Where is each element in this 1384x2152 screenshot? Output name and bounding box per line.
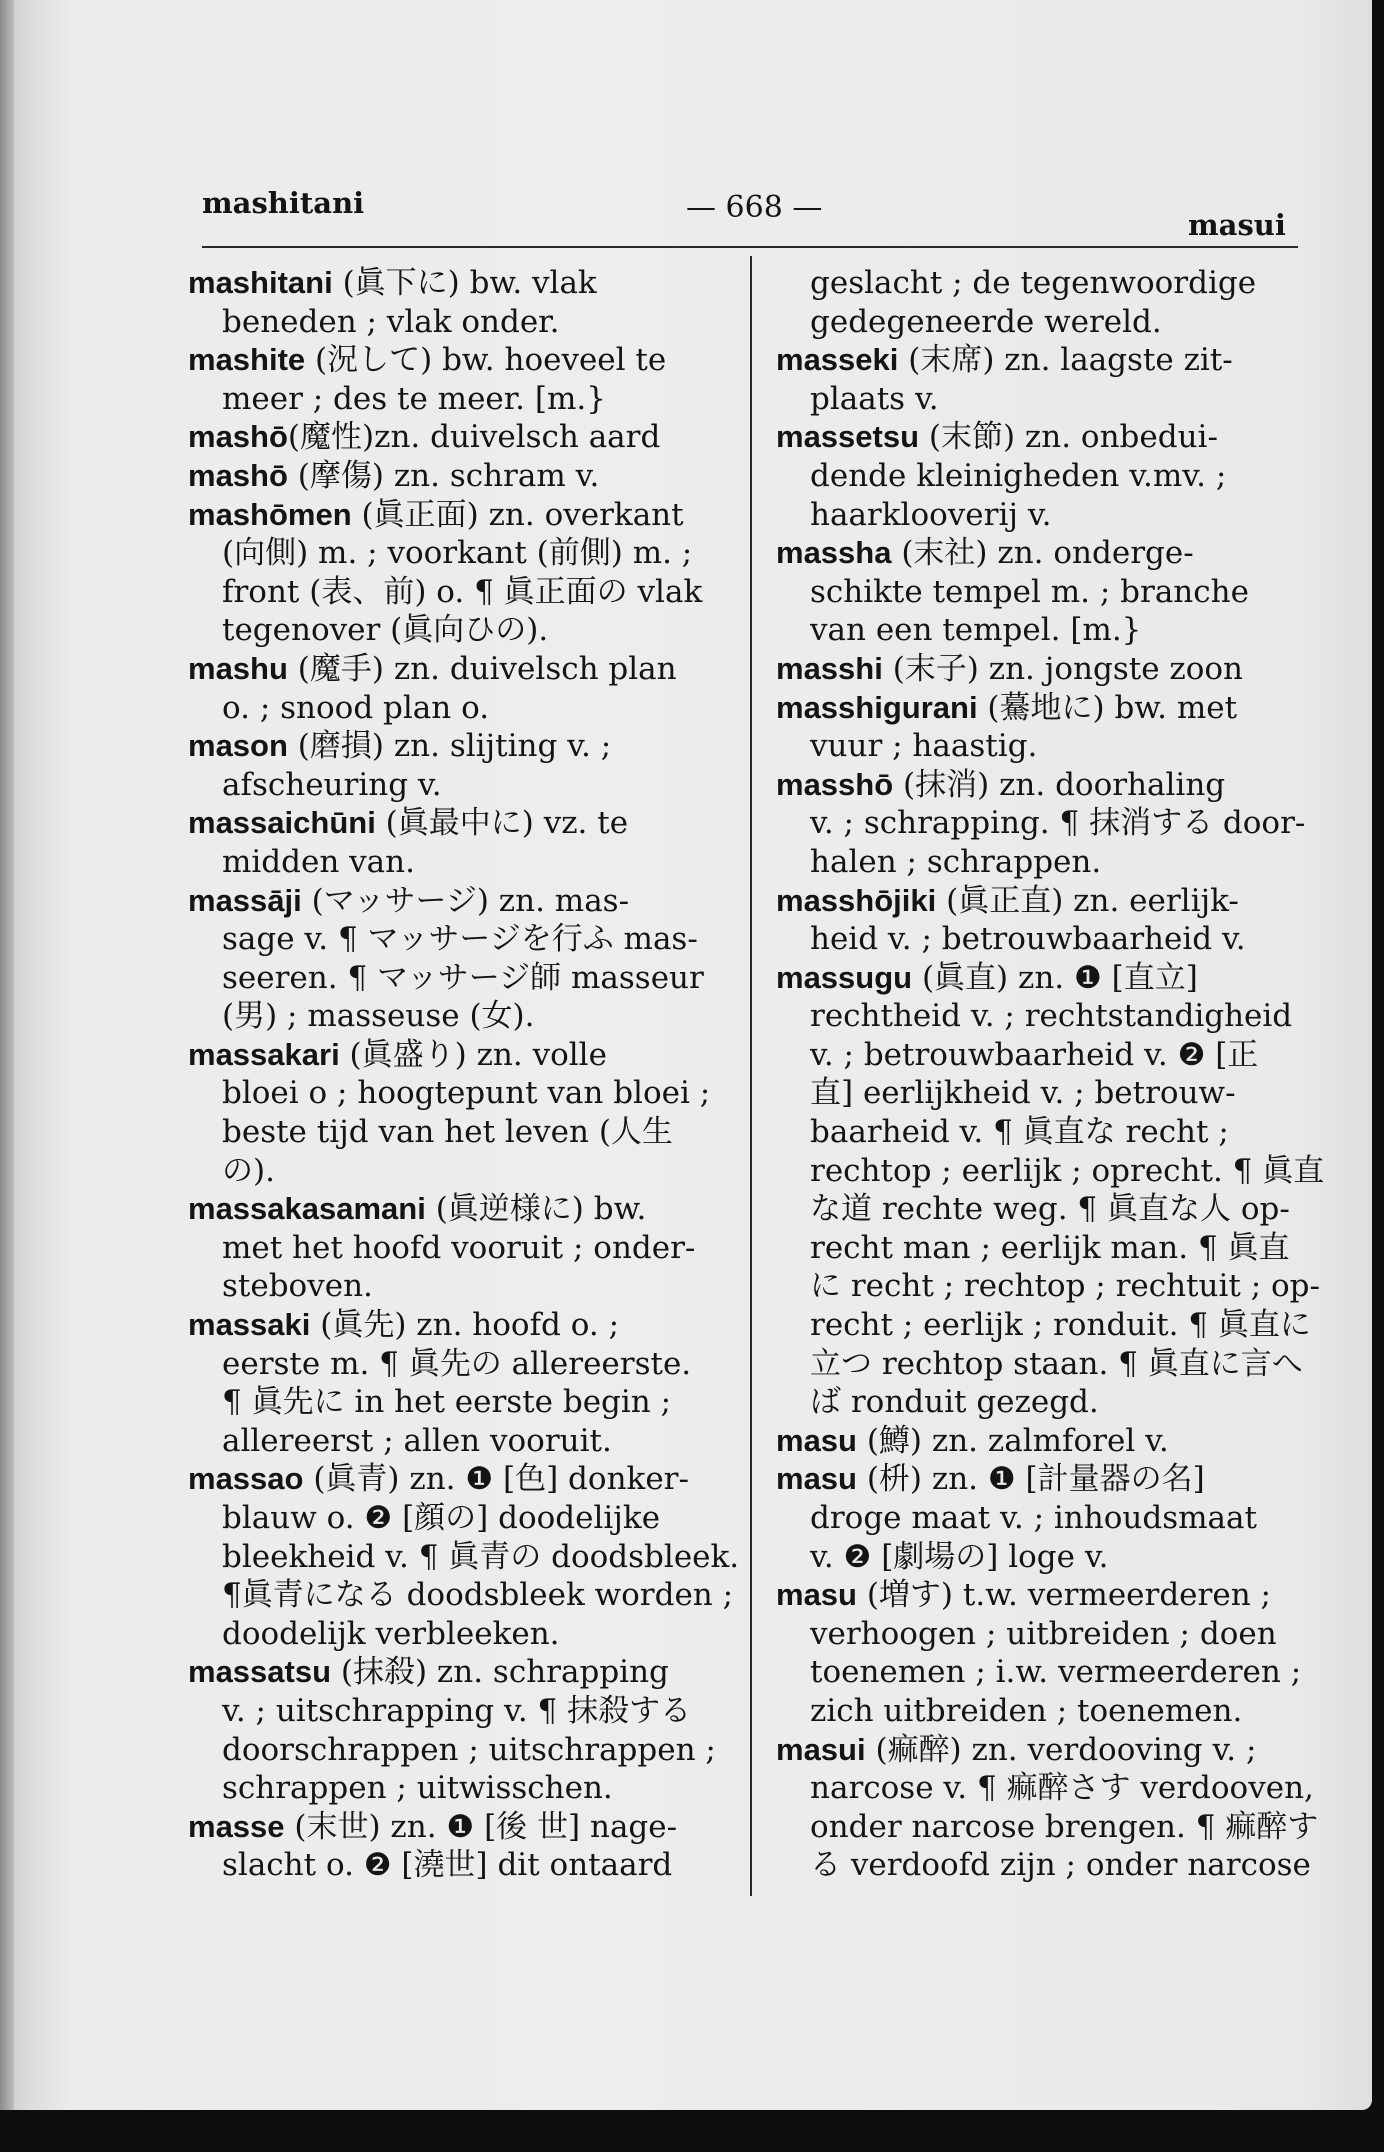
entry-first-line — [188, 1306, 728, 1345]
entry-first-line — [188, 457, 728, 496]
dictionary-entry — [776, 264, 1300, 341]
right-guide-word: masui — [1188, 208, 1286, 242]
definition-text: bleekheid v. ¶ 眞青の doodsbleek. — [222, 1538, 740, 1575]
entry-continuation-line — [776, 380, 1300, 419]
definition-text: steboven. — [222, 1268, 373, 1305]
definition-text: seeren. ¶ マッサージ師 masseur — [222, 959, 704, 996]
headword: massatsu — [188, 1654, 332, 1690]
dictionary-entry — [188, 727, 728, 804]
headword: mashite — [188, 342, 306, 378]
definition-text: (男) ; masseuse (女). — [222, 998, 535, 1035]
definition-text: baarheid v. ¶ 眞直な recht ; — [810, 1114, 1229, 1151]
entry-continuation-line — [188, 1345, 728, 1384]
entry-first-line — [776, 264, 1300, 303]
definition-text: zich uitbreiden ; toenemen. — [810, 1692, 1243, 1729]
definition-text: (驀地に) bw. met — [977, 689, 1238, 726]
entry-continuation-line — [776, 1152, 1325, 1191]
definition-text: v. ; betrouwbaarheid v. ❷ [正 — [810, 1036, 1259, 1073]
entry-continuation-line — [188, 1692, 728, 1731]
definition-text: doorschrappen ; uitschrappen ; — [222, 1731, 716, 1768]
entry-continuation-line — [188, 689, 728, 728]
entry-continuation-line — [188, 611, 728, 650]
definition-text: toenemen ; i.w. vermeerderen ; — [810, 1654, 1302, 1691]
dictionary-entry — [776, 766, 1306, 882]
entry-first-line — [776, 1460, 1300, 1499]
entry-first-line — [188, 1190, 728, 1229]
entry-continuation-line — [188, 1152, 728, 1191]
dictionary-entry — [776, 1731, 1319, 1885]
dictionary-entry — [188, 457, 728, 496]
entry-first-line — [776, 689, 1300, 728]
entry-continuation-line — [776, 496, 1300, 535]
entry-continuation-line — [188, 766, 728, 805]
dictionary-entry — [776, 341, 1300, 418]
dictionary-entry — [776, 1460, 1300, 1576]
definition-text: (眞正直) zn. eerlijk- — [936, 882, 1239, 919]
definition-text: 立つ rechtop staan. ¶ 眞直に言へ — [810, 1345, 1303, 1382]
entry-continuation-line — [776, 611, 1300, 650]
definition-text: onder narcose brengen. ¶ 痲醉す — [810, 1808, 1319, 1845]
entry-continuation-line — [188, 1538, 740, 1577]
headword: masu — [776, 1461, 857, 1497]
entry-continuation-line — [188, 1267, 728, 1306]
entry-continuation-line — [776, 843, 1300, 882]
entry-continuation-line — [776, 303, 1300, 342]
entry-first-line — [776, 766, 1300, 805]
entry-continuation-line — [776, 457, 1300, 496]
dictionary-entry — [188, 1190, 728, 1306]
definition-text: met het hoofd vooruit ; onder- — [222, 1229, 696, 1266]
definition-text: rechtop ; eerlijk ; oprecht. ¶ 眞直 — [810, 1152, 1325, 1189]
right-column — [776, 264, 1325, 1885]
entry-continuation-line — [188, 843, 728, 882]
definition-text: allereerst ; allen vooruit. — [222, 1422, 612, 1459]
definition-text: recht man ; eerlijk man. ¶ 眞直 — [810, 1229, 1290, 1266]
definition-text: beneden ; vlak onder. — [222, 303, 560, 340]
entry-continuation-line — [188, 1499, 728, 1538]
definition-text: に recht ; rechtop ; rechtuit ; op- — [810, 1268, 1320, 1305]
definition-text: (眞盛り) zn. volle — [339, 1036, 607, 1073]
headword: masu — [776, 1577, 857, 1613]
entry-first-line — [776, 1731, 1300, 1770]
dictionary-entry — [188, 341, 728, 418]
definition-text: (眞最中に) vz. te — [375, 805, 629, 842]
definition-text: haarklooverij v. — [810, 496, 1052, 533]
headword: mashō — [188, 457, 288, 493]
dictionary-entry — [776, 689, 1300, 766]
entry-first-line — [776, 959, 1300, 998]
entry-first-line — [776, 1422, 1300, 1461]
definition-text: ¶ 眞先に in het eerste begin ; — [222, 1384, 672, 1421]
entry-first-line — [188, 1036, 728, 1075]
entry-first-line — [776, 341, 1300, 380]
entry-continuation-line — [188, 1229, 728, 1268]
entry-continuation-line — [188, 1074, 728, 1113]
definition-text: meer ; des te meer. [m.} — [222, 380, 606, 417]
definition-text: rechtheid v. ; rechtstandigheid — [810, 998, 1293, 1035]
headword: masshigurani — [776, 689, 978, 725]
entry-continuation-line — [776, 1769, 1314, 1808]
entry-continuation-line — [776, 1190, 1300, 1229]
entry-first-line — [188, 1808, 728, 1847]
entry-continuation-line — [776, 1653, 1300, 1692]
dictionary-entry — [776, 534, 1300, 650]
entry-continuation-line — [776, 1113, 1300, 1152]
entry-continuation-line — [776, 1615, 1300, 1654]
dictionary-entry — [776, 418, 1300, 534]
definition-text: (鱒) zn. zalmforel v. — [856, 1422, 1169, 1459]
definition-text: plaats v. — [810, 380, 939, 417]
definition-text: v. ❷ [劇場の] loge v. — [810, 1538, 1109, 1575]
headword: massao — [188, 1461, 304, 1497]
dictionary-entry — [188, 1036, 728, 1190]
definition-text: slacht o. ❷ [澆世] dit ontaard — [222, 1847, 673, 1884]
entry-continuation-line — [188, 1422, 728, 1461]
definition-text: beste tijd van het leven (人生 — [222, 1114, 673, 1151]
headword: masse — [188, 1808, 285, 1844]
headword: mashitani — [188, 265, 333, 300]
definition-text: (眞先) zn. hoofd o. ; — [310, 1307, 620, 1344]
headword: massāji — [188, 882, 302, 918]
definition-text: (痲醉) zn. verdooving v. ; — [865, 1731, 1257, 1768]
entry-continuation-line — [188, 1615, 728, 1654]
definition-text: midden van. — [222, 843, 415, 880]
entry-first-line — [188, 496, 728, 535]
definition-text: recht ; eerlijk ; ronduit. ¶ 眞直に — [810, 1307, 1311, 1344]
dictionary-entry — [188, 804, 728, 881]
definition-text: (況して) bw. hoeveel te — [305, 342, 667, 379]
entry-first-line — [188, 1460, 728, 1499]
headword: massakari — [188, 1036, 340, 1072]
definition-text: halen ; schrappen. — [810, 843, 1102, 880]
entry-continuation-line — [776, 573, 1300, 612]
header-rule — [202, 246, 1298, 248]
definition-text: の). — [222, 1152, 275, 1189]
definition-text: (磨損) zn. slijting v. ; — [287, 728, 612, 765]
entry-continuation-line — [776, 997, 1300, 1036]
headword: masseki — [776, 342, 899, 378]
definition-text: schrappen ; uitwisschen. — [222, 1770, 613, 1807]
left-column — [188, 264, 740, 1885]
definition-text: dende kleinigheden v.mv. ; — [810, 457, 1227, 494]
entry-continuation-line — [188, 303, 728, 342]
entry-continuation-line — [188, 1731, 728, 1770]
entry-continuation-line — [776, 1229, 1300, 1268]
definition-text: な道 rechte weg. ¶ 眞直な人 op- — [810, 1191, 1290, 1228]
entry-continuation-line — [776, 1306, 1311, 1345]
dictionary-entry — [776, 1576, 1300, 1730]
entry-continuation-line — [776, 1345, 1303, 1384]
left-guide-word: mashitani — [202, 186, 365, 220]
headword: massha — [776, 535, 892, 571]
definition-text: droge maat v. ; inhoudsmaat — [810, 1500, 1257, 1536]
definition-text: (枡) zn. ❶ [計量器の名] — [856, 1461, 1205, 1498]
definition-text: sage v. ¶ マッサージを行ふ mas- — [222, 921, 698, 958]
headword: massakasamani — [188, 1191, 426, 1227]
entry-first-line — [188, 804, 728, 843]
headword: mashō — [188, 419, 288, 455]
entry-continuation-line — [188, 997, 728, 1036]
entry-continuation-line — [188, 959, 728, 998]
entry-continuation-line — [776, 920, 1300, 959]
definition-text: blauw o. ❷ [顔の] doodelijke — [222, 1500, 661, 1536]
dictionary-entry — [188, 650, 728, 727]
definition-text: eerste m. ¶ 眞先の allereerste. — [222, 1345, 692, 1382]
entry-first-line — [776, 418, 1300, 457]
entry-first-line — [188, 882, 728, 921]
entry-continuation-line — [776, 1267, 1320, 1306]
entry-continuation-line — [188, 534, 728, 573]
dictionary-entry — [776, 959, 1325, 1422]
entry-first-line — [776, 650, 1300, 689]
dictionary-entry — [188, 1808, 728, 1885]
definition-text: (増す) t.w. vermeerderen ; — [856, 1577, 1271, 1614]
entry-continuation-line — [776, 1036, 1300, 1075]
definition-text: heid v. ; betrouwbaarheid v. — [810, 921, 1246, 958]
entry-first-line — [776, 1576, 1300, 1615]
headword: massugu — [776, 959, 913, 995]
headword: massaki — [188, 1307, 311, 1343]
dictionary-entry — [188, 1306, 728, 1460]
entry-continuation-line — [776, 1808, 1319, 1847]
definition-text: (眞逆様に) bw. — [425, 1191, 647, 1228]
headword: massetsu — [776, 419, 920, 455]
definition-text: schikte tempel m. ; branche — [810, 573, 1249, 610]
entry-continuation-line — [776, 1383, 1300, 1422]
definition-text: v. ; schrapping. ¶ 抹消する door- — [810, 805, 1306, 842]
definition-text: doodelijk verbleeken. — [222, 1615, 560, 1652]
entry-continuation-line — [188, 920, 728, 959]
entry-first-line — [776, 534, 1300, 573]
entry-continuation-line — [776, 1846, 1311, 1885]
entry-continuation-line — [776, 1538, 1300, 1577]
entry-continuation-line — [188, 573, 728, 612]
dictionary-entry — [188, 1460, 740, 1653]
definition-text: front (表、前) o. ¶ 眞正面の vlak — [222, 573, 703, 610]
entry-first-line — [188, 418, 728, 457]
definition-text: (眞青) zn. ❶ [色] donker- — [303, 1461, 689, 1498]
definition-text: narcose v. ¶ 痲醉さす verdooven, — [810, 1770, 1314, 1807]
entry-first-line — [188, 264, 728, 303]
definition-text: van een tempel. [m.} — [810, 612, 1142, 649]
definition-text: (末節) zn. onbedui- — [919, 419, 1218, 456]
headword: masshōjiki — [776, 882, 937, 918]
headword: masshi — [776, 650, 883, 686]
dictionary-entry — [188, 496, 728, 650]
definition-text: vuur ; haastig. — [810, 728, 1038, 765]
dictionary-entry — [188, 264, 728, 341]
definition-text: (末席) zn. laagste zit- — [898, 342, 1233, 379]
definition-text: v. ; uitschrapping v. ¶ 抹殺する — [222, 1692, 692, 1729]
definition-text: る verdoofd zijn ; onder narcose — [810, 1847, 1311, 1884]
entry-first-line — [776, 882, 1300, 921]
dictionary-entry — [776, 1422, 1300, 1461]
entry-continuation-line — [776, 1692, 1300, 1731]
definition-text: (抹消) zn. doorhaling — [893, 766, 1226, 803]
definition-text: (向側) m. ; voorkant (前側) m. ; — [222, 535, 693, 572]
definition-text: gedegeneerde wereld. — [810, 303, 1162, 340]
entry-continuation-line — [776, 804, 1306, 843]
definition-text: ¶眞青になる doodsbleek worden ; — [222, 1577, 734, 1614]
entry-continuation-line — [188, 1576, 734, 1615]
definition-text: (末世) zn. ❶ [後 世] nage- — [284, 1808, 678, 1845]
headword: masu — [776, 1422, 857, 1458]
definition-text: (眞直) zn. ❶ [直立] — [912, 959, 1198, 996]
headword: masshō — [776, 766, 894, 802]
entry-first-line — [188, 341, 728, 380]
entry-continuation-line — [188, 1113, 728, 1152]
definition-text: bloei o ; hoogtepunt van bloei ; — [222, 1075, 711, 1112]
entry-first-line — [188, 1653, 728, 1692]
definition-text: verhoogen ; uitbreiden ; doen — [810, 1615, 1277, 1652]
definition-text: o. ; snood plan o. — [222, 689, 490, 726]
entry-continuation-line — [776, 1074, 1300, 1113]
dictionary-entry — [188, 882, 728, 1036]
headword: mashu — [188, 650, 288, 686]
book-spine-shadow — [0, 0, 14, 2110]
entry-continuation-line — [188, 1383, 728, 1422]
entry-continuation-line — [188, 1769, 728, 1808]
definition-text: (摩傷) zn. schram v. — [287, 457, 600, 494]
definition-text: (抹殺) zn. schrapping — [331, 1654, 669, 1691]
entry-continuation-line — [776, 727, 1300, 766]
definition-text: (眞正面) zn. overkant — [351, 496, 684, 533]
definition-text: (魔性)zn. duivelsch aard — [287, 419, 661, 456]
definition-text: ば ronduit gezegd. — [810, 1384, 1099, 1421]
dictionary-entry — [188, 1653, 728, 1807]
definition-text: (末子) zn. jongste zoon — [882, 650, 1244, 687]
dictionary-entry — [188, 418, 728, 457]
definition-text: (魔手) zn. duivelsch plan — [287, 650, 677, 687]
definition-text: afscheuring v. — [222, 766, 442, 803]
entry-first-line — [188, 650, 728, 689]
page-number: — 668 — — [686, 190, 823, 225]
definition-text: geslacht ; de tegenwoordige — [810, 265, 1257, 301]
entry-continuation-line — [188, 1846, 728, 1885]
definition-text: tegenover (眞向ひの). — [222, 612, 549, 649]
headword: masui — [776, 1731, 866, 1767]
definition-text: 直] eerlijkheid v. ; betrouw- — [810, 1075, 1236, 1112]
dictionary-entry — [776, 882, 1300, 959]
definition-text: (末社) zn. onderge- — [891, 535, 1194, 572]
dictionary-entry — [776, 650, 1300, 689]
entry-continuation-line — [776, 1499, 1300, 1538]
entry-continuation-line — [188, 380, 728, 419]
entry-first-line — [188, 727, 728, 766]
headword: massaichūni — [188, 805, 376, 841]
definition-text: (マッサージ) zn. mas- — [301, 882, 630, 919]
headword: mason — [188, 728, 288, 764]
headword: mashōmen — [188, 496, 352, 532]
definition-text: (眞下に) bw. vlak — [332, 265, 597, 301]
column-divider — [750, 256, 752, 1896]
